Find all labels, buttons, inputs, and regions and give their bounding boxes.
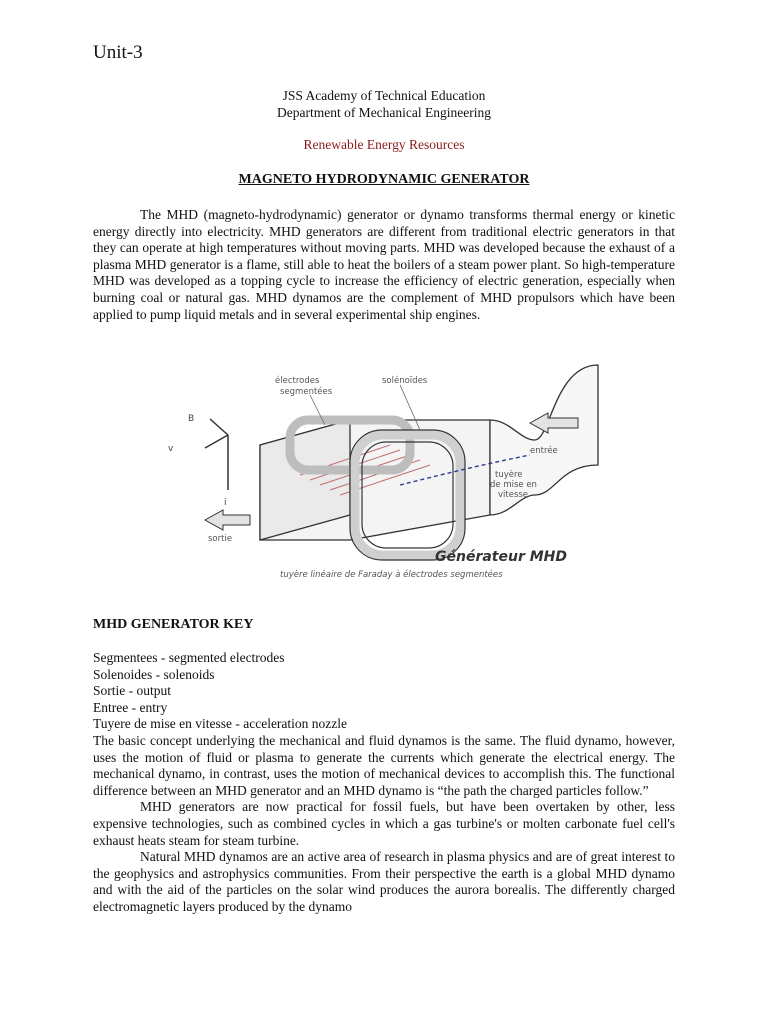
key-item: Entree - entry [93,699,168,715]
key-item: Segmentees - segmented electrodes [93,650,285,665]
paragraph-natural-mhd: Natural MHD dynamos are an active area of research in plasma physics and are of great interest to the geophysics and astrophysics communities. From their perspective the earth is a global MHD dynamo and with the aid of the particles on the solar wind produces the aurora borealis. The differently charged electromagnetic layers produced by the dynamo [93,849,675,914]
label-electrodes-1: électrodes [275,376,320,386]
department-name: Department of Mechanical Engineering [276,105,492,120]
axes-icon [205,419,228,490]
unit-label: Unit-3 [93,42,143,63]
page-title: MAGNETO HYDRODYNAMIC GENERATOR [238,172,530,187]
label-entry: entrée [530,446,558,456]
mhd-generator-diagram [150,355,600,590]
key-item: Solenoides - solenoids [93,666,215,682]
body-text [93,650,675,916]
label-nozzle-2: de mise en [490,480,537,490]
caption-title: Générateur MHD [435,549,568,565]
paragraph-fossil-fuels: MHD generators are now practical for fossil fuels, but have been overtaken by other, less expensive technologies, such as combined cycles in which a gas turbine's or molten carbonate fuel cell's exhaust heats steam for steam turbine. [93,799,675,848]
label-nozzle-1: tuyère [495,470,523,480]
institution-name: JSS Academy of Technical Education [282,88,486,103]
key-heading: MHD GENERATOR KEY [93,617,254,632]
axis-v-label: v [168,444,174,454]
label-electrodes-2: segmentées [280,387,333,397]
course-name: Renewable Energy Resources [303,137,465,152]
key-item: Sortie - output [93,683,171,699]
label-exit: sortie [208,534,233,544]
axis-i-label: i [224,498,227,508]
intro-paragraph [93,207,675,323]
label-nozzle-3: vitesse [498,490,529,500]
paragraph-dynamo-concept: The basic concept underlying the mechanical and fluid dynamos is the same. The fluid dynamo, however, uses the motion of fluid or plasma to generate the currents which generate the electrical energy. The mechanical dynamo, in contrast, uses the motion of mechanical devices to accomplish this. The functional difference between an MHD generator and an MHD dynamo is “the path the charged particles follow.” [93,732,675,798]
label-solenoids: solénoïdes [382,376,428,386]
key-item: Tuyere de mise en vitesse - acceleration nozzle [93,716,348,732]
caption-subtitle: tuyère linéaire de Faraday à électrodes segmentées [280,570,503,580]
intro-text: The MHD (magneto-hydrodynamic) generator or dynamo transforms thermal energy or kinetic energy directly into electricity. MHD generators are different from traditional electric generators in that they can operate at high temperatures without moving parts. MHD was developed because the exhaust of a plasma MHD generator is a flame, still able to heat the boilers of a steam power plant. So high-temperature MHD was developed as a topping cycle to increase the efficiency of electric generation, especially when burning coal or natural gas. MHD dynamos are the complement of MHD propulsors which have been applied to pump liquid metals and in several experimental ship engines. [93,207,675,322]
exit-arrow-icon [205,510,250,530]
axis-b-label: B [188,414,195,424]
